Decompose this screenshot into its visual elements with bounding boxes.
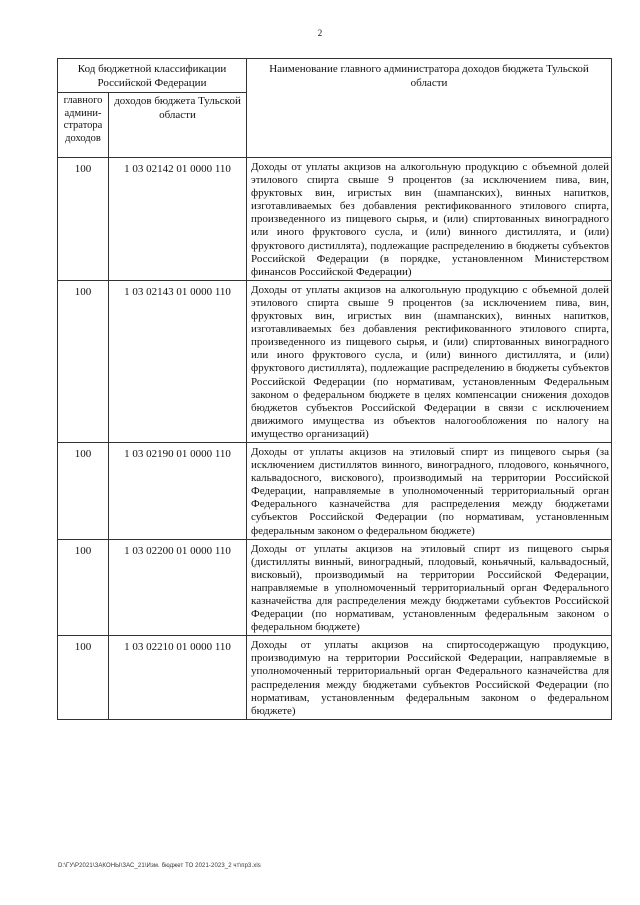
header-admin-column: главного админи-стратора доходов: [58, 93, 109, 158]
cell-admin-code: 100: [58, 539, 109, 636]
cell-admin-code: 100: [58, 280, 109, 442]
table-row: [58, 539, 612, 636]
cell-budget-code: 1 03 02190 01 0000 110: [109, 442, 247, 539]
cell-admin-code: 100: [58, 442, 109, 539]
cell-revenue-name: Доходы от уплаты акцизов на алкогольную продукцию с объемной долей этилового спирта свыше 9 процентов (за исключением пива, вин, фруктовых вин, игристых вин (шампанских), винных напитков, изготавливаемых без добавления ректификованного этилового спирта, произведенного из пищевого сырья, и (или) спиртованных виноградного или иного фруктового сусла, и (или) винного дистиллята, и (или) фруктового дистиллята), подлежащие распределению в бюджеты субъектов Российской Федерации (в порядке, установленном Министерством финансов Российской Федерации): [247, 158, 612, 281]
footer-file-path: D:\ГУ\Р2021\ЗАКОНЫ\ЗАС_21\Изм. бюджет ТО 2021-2023_2 чт\пр3.xls: [58, 863, 261, 869]
header-name-column: Наименование главного администратора доходов бюджета Тульской области: [247, 59, 612, 158]
cell-budget-code: 1 03 02200 01 0000 110: [109, 539, 247, 636]
table-row: [58, 158, 612, 281]
header-income-column: доходов бюджета Тульской области: [109, 93, 247, 158]
cell-revenue-name: Доходы от уплаты акцизов на этиловый спирт из пищевого сырья (дистилляты винный, виноградный, плодовый, коньячный, кальвадосный, висковый), производимый на территории Российской Федерации, направляемые в уполномоченный территориальный орган Федерального казначейства для распределения между бюджетами субъектов Российской Федерации (по нормативам, установленным федеральным законом о федеральном бюджете): [247, 539, 612, 636]
cell-revenue-name: Доходы от уплаты акцизов на спиртосодержащую продукцию, производимую на территории Российской Федерации, направляемые в уполномоченный территориальный орган Федерального казначейства для распределения между бюджетами субъектов Российской Федерации (по нормативам, установленным федеральным законом о федеральном бюджете): [247, 636, 612, 720]
cell-budget-code: 1 03 02143 01 0000 110: [109, 280, 247, 442]
cell-budget-code: 1 03 02210 01 0000 110: [109, 636, 247, 720]
cell-revenue-name: Доходы от уплаты акцизов на этиловый спирт из пищевого сырья (за исключением дистиллятов винного, виноградного, плодового, коньячного, кальвадосного, вискового), производимый на территории Российской Федерации, направляемые в уполномоченный территориальный орган Федерального казначейства для распределения между бюджетами субъектов Российской Федерации (по нормативам, установленным федеральным законом о федеральном бюджете): [247, 442, 612, 539]
header-code-group: Код бюджетной классификации Российской Федерации: [58, 59, 247, 93]
cell-admin-code: 100: [58, 636, 109, 720]
cell-revenue-name: Доходы от уплаты акцизов на алкогольную продукцию с объемной долей этилового спирта свыше 9 процентов (за исключением пива, вин, фруктовых вин, игристых вин (шампанских), винных напитков, изготавливаемых без добавления ректификованного этилового спирта, произведенного из пищевого сырья, и (или) спиртованных виноградного или иного фруктового сусла, и (или) винного дистиллята, и (или) фруктового дистиллята), подлежащие распределению в бюджеты субъектов Российской Федерации (по нормативам, установленным Федеральным законом о федеральном бюджете в целях компенсации снижения доходов бюджетов субъектов Российской Федерации в связи с исключением движимого имущества из объектов налогообложения по налогу на имущество организаций): [247, 280, 612, 442]
revenue-administrators-table: [57, 58, 612, 720]
page-number: 2: [317, 28, 323, 38]
cell-admin-code: 100: [58, 158, 109, 281]
table-row: [58, 442, 612, 539]
table-row: [58, 636, 612, 720]
header-row-1: [58, 59, 612, 93]
table-row: [58, 280, 612, 442]
cell-budget-code: 1 03 02142 01 0000 110: [109, 158, 247, 281]
